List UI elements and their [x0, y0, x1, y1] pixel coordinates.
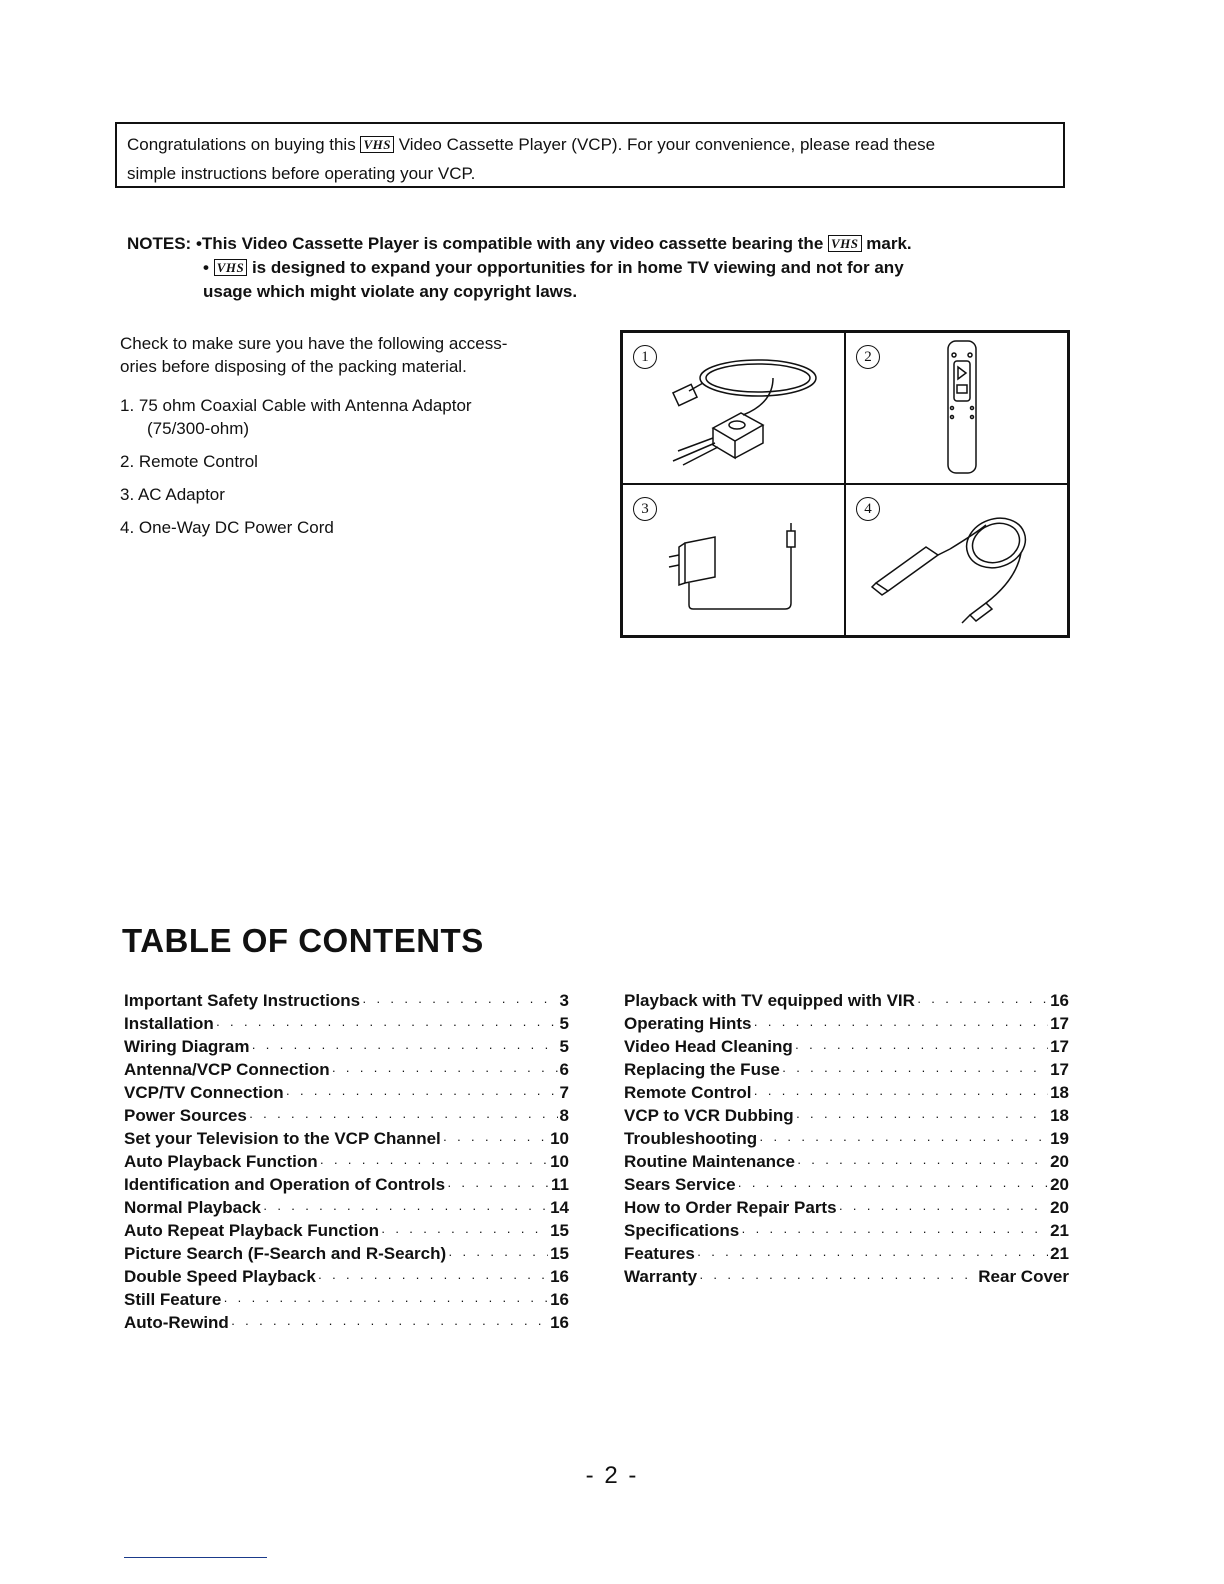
toc-entry-page: 18: [1050, 1106, 1069, 1125]
accessory-4-label: 4. One-Way DC Power Cord: [120, 518, 334, 537]
toc-leader: [443, 1129, 548, 1151]
intro-box: [115, 122, 1065, 188]
toc-entry-page: 16: [1050, 991, 1069, 1010]
accessory-1-sub: (75/300-ohm): [147, 419, 250, 438]
accessory-1-label: 1. 75 ohm Coaxial Cable with Antenna Adaptor: [120, 396, 472, 415]
toc-entry[interactable]: [624, 1266, 1069, 1289]
toc-entry-page: 17: [1050, 1014, 1069, 1033]
toc-entry[interactable]: [624, 1174, 1069, 1197]
toc-entry-page: Rear Cover: [978, 1267, 1069, 1286]
toc-leader: [231, 1313, 548, 1335]
accessories-section: [120, 332, 570, 549]
toc-leader: [754, 1014, 1049, 1036]
accessories-list: [120, 394, 570, 539]
toc-entry-title: Playback with TV equipped with VIR: [624, 991, 915, 1010]
toc-entry-title: Installation: [124, 1014, 214, 1033]
toc-entry-page: 21: [1050, 1221, 1069, 1240]
footnote-rule: [124, 1557, 267, 1558]
intro-line-1: [127, 130, 1053, 159]
toc-leader: [759, 1129, 1048, 1151]
toc-entry-title: How to Order Repair Parts: [624, 1198, 837, 1217]
toc-entry-page: 14: [550, 1198, 569, 1217]
vhs-logo: VHS: [828, 235, 862, 252]
toc-entry-title: Still Feature: [124, 1290, 222, 1309]
list-item: [120, 483, 570, 506]
toc-entry[interactable]: [624, 1036, 1069, 1059]
toc-entry[interactable]: [624, 1243, 1069, 1266]
toc-entry-page: 5: [559, 1014, 569, 1033]
toc-entry-title: Sears Service: [624, 1175, 736, 1194]
toc-entry-page: 7: [559, 1083, 569, 1102]
intro-text-before: Congratulations on buying this: [127, 135, 356, 154]
toc-leader: [697, 1244, 1048, 1266]
toc-entry-title: Wiring Diagram: [124, 1037, 250, 1056]
toc-leader: [318, 1267, 548, 1289]
notes-line-2: [127, 256, 1067, 280]
toc-leader: [286, 1083, 558, 1105]
notes-bullet-1-end: mark.: [866, 234, 912, 253]
toc-entry-title: VCP/TV Connection: [124, 1083, 284, 1102]
toc-leader: [795, 1037, 1048, 1059]
notes-line-3: usage which might violate any copyright laws.: [203, 282, 578, 301]
toc-leader: [381, 1221, 548, 1243]
toc-entry-page: 16: [550, 1313, 569, 1332]
toc-leader: [754, 1083, 1049, 1105]
toc-entry-page: 20: [1050, 1152, 1069, 1171]
toc-entry-title: Remote Control: [624, 1083, 752, 1102]
toc-entry[interactable]: [124, 1197, 569, 1220]
toc-leader: [796, 1106, 1048, 1128]
toc-entry[interactable]: [124, 1105, 569, 1128]
toc-leader: [447, 1175, 549, 1197]
accessory-2-label: 2. Remote Control: [120, 452, 258, 471]
figure-cell-4: [845, 484, 1068, 636]
toc-entry-page: 10: [550, 1129, 569, 1148]
figure-number-4: 4: [856, 497, 880, 521]
toc-entry-page: 5: [559, 1037, 569, 1056]
toc-entry[interactable]: [124, 1174, 569, 1197]
toc-entry-title: Normal Playback: [124, 1198, 262, 1217]
toc-entry-title: Operating Hints: [624, 1014, 752, 1033]
toc-entry-title: Identification and Operation of Controls: [124, 1175, 446, 1194]
list-item: [120, 394, 570, 440]
notes-label: NOTES:: [127, 234, 192, 253]
notes-block: [127, 232, 1067, 304]
toc-leader: [699, 1267, 976, 1289]
toc-entry[interactable]: [624, 1151, 1069, 1174]
intro-text-after: Video Cassette Player (VCP). For your convenience, please read these: [398, 135, 936, 154]
figure-cell-1: [622, 332, 845, 484]
toc-entry[interactable]: [124, 1289, 569, 1312]
toc-entry-title: Antenna/VCP Connection: [124, 1060, 330, 1079]
toc-entry[interactable]: [624, 1082, 1069, 1105]
toc-entry-title: Features: [624, 1244, 695, 1263]
list-item: [120, 516, 570, 539]
toc-entry-title: Double Speed Playback: [124, 1267, 316, 1286]
toc-title: TABLE OF CONTENTS: [122, 922, 484, 959]
toc-entry[interactable]: [124, 1312, 569, 1335]
toc-entry[interactable]: [124, 990, 569, 1013]
toc-leader: [223, 1290, 548, 1312]
notes-bullet-2-star: •: [203, 258, 209, 277]
toc-column-left: [124, 990, 569, 1335]
toc-entry[interactable]: [624, 1197, 1069, 1220]
toc-leader: [738, 1175, 1049, 1197]
toc-entry-page: 3: [559, 991, 569, 1010]
toc-leader: [741, 1221, 1048, 1243]
toc-entry-page: 8: [559, 1106, 569, 1125]
toc-column-right: [624, 990, 1069, 1289]
toc-entry-page: 16: [550, 1267, 569, 1286]
toc-entry-page: 20: [1050, 1198, 1069, 1217]
toc-leader: [782, 1060, 1048, 1082]
toc-entry[interactable]: [124, 1036, 569, 1059]
toc-entry[interactable]: [624, 990, 1069, 1013]
toc-entry[interactable]: [124, 1013, 569, 1036]
toc-entry-page: 21: [1050, 1244, 1069, 1263]
figure-cell-3: [622, 484, 845, 636]
notes-bullet-1: •This Video Cassette Player is compatible with any video cassette bearing the: [195, 234, 824, 253]
toc-leader: [263, 1198, 548, 1220]
toc-entry-title: Set your Television to the VCP Channel: [124, 1129, 441, 1148]
accessories-intro-2: ories before disposing of the packing material.: [120, 357, 467, 376]
toc-entry-title: Picture Search (F-Search and R-Search): [124, 1244, 447, 1263]
toc-entry[interactable]: [124, 1220, 569, 1243]
intro-line-2: simple instructions before operating your VCP.: [127, 164, 476, 183]
list-item: [120, 450, 570, 473]
notes-line-1: [127, 232, 1067, 256]
figure-number-2: 2: [856, 345, 880, 369]
toc-entry-title: VCP to VCR Dubbing: [624, 1106, 794, 1125]
toc-entry-page: 6: [559, 1060, 569, 1079]
toc-entry[interactable]: [624, 1059, 1069, 1082]
toc-entry-page: 15: [550, 1244, 569, 1263]
toc-entry[interactable]: [124, 1243, 569, 1266]
accessory-3-label: 3. AC Adaptor: [120, 485, 225, 504]
toc-leader: [448, 1244, 548, 1266]
figure-number-3: 3: [633, 497, 657, 521]
toc-entry[interactable]: [624, 1013, 1069, 1036]
toc-entry[interactable]: [624, 1128, 1069, 1151]
toc-entry-title: Important Safety Instructions: [124, 991, 361, 1010]
vhs-logo: VHS: [214, 259, 248, 276]
toc-leader: [251, 1037, 557, 1059]
page-number: - 2 -: [585, 1462, 639, 1489]
toc-entry-page: 17: [1050, 1060, 1069, 1079]
toc-entry-page: 17: [1050, 1037, 1069, 1056]
toc-entry[interactable]: [124, 1128, 569, 1151]
toc-leader: [362, 991, 557, 1013]
toc-entry-title: Video Head Cleaning: [624, 1037, 793, 1056]
toc-entry-title: Auto-Rewind: [124, 1313, 229, 1332]
toc-leader: [797, 1152, 1048, 1174]
toc-entry-page: 11: [551, 1175, 569, 1194]
toc-leader: [216, 1014, 558, 1036]
toc-entry-page: 16: [550, 1290, 569, 1309]
toc-entry-title: Auto Playback Function: [124, 1152, 318, 1171]
toc-leader: [249, 1106, 558, 1128]
toc-entry[interactable]: [124, 1151, 569, 1174]
toc-entry-page: 20: [1050, 1175, 1069, 1194]
accessory-figure-grid: [620, 330, 1070, 638]
toc-entry[interactable]: [624, 1220, 1069, 1243]
toc-entry-title: Troubleshooting: [624, 1129, 758, 1148]
toc-entry-title: Power Sources: [124, 1106, 247, 1125]
toc-leader: [917, 991, 1048, 1013]
accessories-intro-1: Check to make sure you have the following access-: [120, 334, 508, 353]
toc-entry-page: 15: [550, 1221, 569, 1240]
figure-number-1: 1: [633, 345, 657, 369]
toc-entry-page: 19: [1050, 1129, 1069, 1148]
toc-entry[interactable]: [124, 1266, 569, 1289]
toc-leader: [839, 1198, 1049, 1220]
toc-entry-title: Replacing the Fuse: [624, 1060, 780, 1079]
toc-entry-page: 10: [550, 1152, 569, 1171]
toc-entry-page: 18: [1050, 1083, 1069, 1102]
figure-cell-2: [845, 332, 1068, 484]
toc-leader: [332, 1060, 558, 1082]
toc-entry-title: Specifications: [624, 1221, 740, 1240]
toc-leader: [320, 1152, 548, 1174]
toc-entry-title: Warranty: [624, 1267, 698, 1286]
notes-bullet-2: is designed to expand your opportunities for in home TV viewing and not for any: [251, 258, 904, 277]
toc-entry[interactable]: [124, 1082, 569, 1105]
vhs-logo: VHS: [360, 136, 394, 153]
toc-entry-title: Auto Repeat Playback Function: [124, 1221, 380, 1240]
toc-entry[interactable]: [124, 1059, 569, 1082]
toc-entry-title: Routine Maintenance: [624, 1152, 795, 1171]
toc-entry[interactable]: [624, 1105, 1069, 1128]
